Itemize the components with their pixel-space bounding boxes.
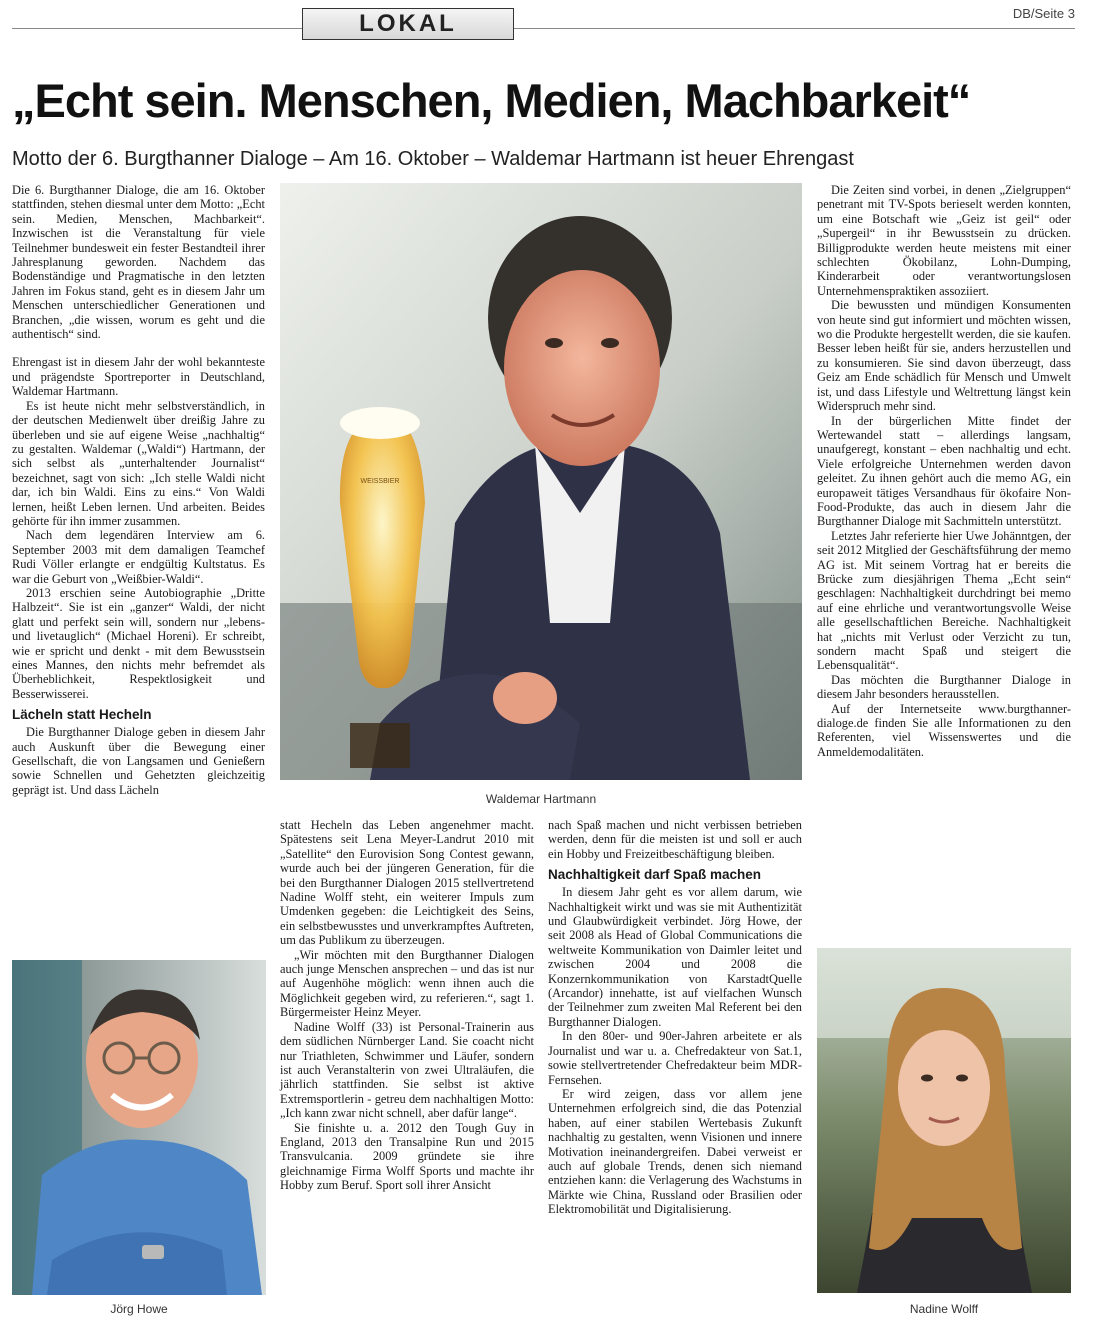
page-number: DB/Seite 3: [1007, 6, 1075, 21]
paragraph: nach Spaß machen und nicht verbissen betrieben werden, denn für die meisten ist und soll er auch ein Hobby und Freizeitbeschäftigung bleiben.: [548, 818, 802, 861]
caption-joerg-howe: Jörg Howe: [110, 1302, 168, 1316]
howe-image: [12, 960, 266, 1295]
paragraph: Nadine Wolff (33) ist Personal-Trainerin aus dem südlichen Nürnberger Land. Sie coacht nicht nur Triathleten, Schwimmer und Läufer, sondern ist auch Veranstalterin von zwei Ultraläufen, die jährlich stattfinden. Sie selbst ist aktive Extremsportlerin - getreu dem nachhaltigen Motto: „Ich kann zwar nicht schnell, aber dafür lange“.: [280, 1019, 534, 1121]
paragraph: Ehrengast ist in diesem Jahr der wohl bekannteste und prägendste Sportreporter in Deutschland, Waldemar Hartmann.: [12, 355, 265, 399]
ressort-label: LOKAL: [302, 8, 514, 40]
paragraph: Es ist heute nicht mehr selbstverständlich, in der deutschen Medienwelt über dreißig Jahre zu überleben und sie auf eigene Weise „nachhaltig“ zu gestalten. Waldemar („Waldi“) Hartmann, der sich selbst als „unterhaltender Journalist“ bezeichnet, sagt von sich: „Ich stelle Waldi nicht dar, ich bin Waldi. Eins zu eins.“ Von Waldi lernen, heißt Leben lernen. Und arbeiten. Beides gehörte für ihn immer zusammen.: [12, 398, 265, 528]
photo-waldemar-hartmann: [280, 183, 802, 780]
subheading: Lächeln statt Hecheln: [12, 707, 152, 723]
paragraph: Sie finishte u. a. 2012 den Tough Guy in England, 2013 den Transalpine Run und 2015 Transvulcania. 2009 gründete sie ihre gleichnamige Firma Wolff Sports und machte ihr Hobby zum Beruf. Sport soll ihrer Ansicht: [280, 1120, 534, 1193]
hartmann-image: [280, 183, 802, 780]
headline: „Echt sein. Menschen, Medien, Machbarkeit“: [12, 74, 971, 127]
article-column-4: [817, 183, 1071, 759]
paragraph: 2013 erschien seine Autobiographie „Dritte Halbzeit“. Sie ist ein „ganzer“ Waldi, der nicht glatt und perfekt sein will, sondern nur „lebens- und livetauglich“ (Michael Horeni). Er schreibt, wie er spricht und denkt - mit dem Bewusstsein eines Mannes, den nichts mehr befremdet als Überheblichkeit, Respektlosigkeit und Besserwisserei.: [12, 585, 265, 701]
paragraph: Die 6. Burgthanner Dialoge, die am 16. Oktober stattfinden, stehen diesmal unter dem Motto: „Echt sein. Medien, Menschen, Machbarkeit“. Inzwischen ist die Veranstaltung für viele Teilnehmer bundesweit ein fester Bestandteil ihrer Jahresplanung geworden. Nachdem das Bodenständige und Pragmatische in den letzten Jahren im Fokus stand, geht es in diesem Jahr um Menschen unterschiedlicher Generationen und Branchen, „die wissen, worum es geht und die authentisch“ sind.: [12, 183, 265, 342]
subheading: Nachhaltigkeit darf Spaß machen: [548, 867, 762, 883]
paragraph: In der bürgerlichen Mitte findet der Wertewandel statt – allerdings langsam, unaufgeregt, konstant – eben nachhaltig und echt. Viele erfolgreiche Unternehmen werden davon geleitet. Zu ihnen gehört auch die memo AG, ein europaweit tätiges Versandhaus für ökofaire Non-Food-Produkte, das auch in diesem Jahr die Burgthanner Dialoge mit Sachmitteln unterstützt.: [817, 413, 1071, 529]
paragraph: In diesem Jahr geht es vor allem darum, wie Nachhaltigkeit wirkt und was sie mit Authentizität und Glaubwürdigkeit verbindet. Jörg Howe, der seit 2008 als Head of Global Communications die weltweite Kommunikation von Daimler leitet und zwischen 2004 und 2008 die Konzernkommunikation von KarstadtQuelle (Arcandor) innehatte, ist auf vielfachen Wunsch der Teilnehmer zum zweiten Mal Referent bei den Burgthanner Dialogen.: [548, 885, 802, 1029]
glass-logo: WEISSBIER: [360, 478, 400, 485]
article-column-1: [12, 183, 265, 797]
caption-nadine-wolff: Nadine Wolff: [909, 1302, 979, 1316]
paragraph: In den 80er- und 90er-Jahren arbeitete er als Journalist und war u. a. Chefredakteur von Sat.1, sowie stellvertretender Chefredakteur beim MDR-Fernsehen.: [548, 1029, 802, 1087]
paragraph: Die bewussten und mündigen Konsumenten von heute sind gut informiert und möchten wissen, wo die Produkte hergestellt werden, die sie kaufen. Besser leben heißt für sie, anders herzustellen und zu konsumieren. Sie sind davon überzeugt, dass Geiz am Ende schädlich für Mensch und Umwelt ist, und dass Lifestyle und Weltrettung längst kein Widerspruch mehr sind.: [817, 298, 1071, 414]
article-column-2: [280, 818, 534, 1193]
paragraph: „Wir möchten mit den Burgthanner Dialogen auch junge Menschen ansprechen – und das ist nur auf Augenhöhe möglich: wenn ihnen auch die Möglichkeit gegeben wird, zu referieren.“, sagt 1. Bürgermeister Heinz Meyer.: [280, 947, 534, 1020]
subheadline: Motto der 6. Burgthanner Dialoge – Am 16. Oktober – Waldemar Hartmann ist heuer Ehrengast: [12, 148, 854, 170]
paragraph: statt Hecheln das Leben angenehmer macht. Spätestens seit Lena Meyer-Landrut 2010 mit „Satellite“ den Eurovision Song Contest gewann, wurde auch bei der jüngeren Generation, für die bei den Burgthanner Dialogen 2015 stellvertretend Nadine Wolff steht, ein weiterer Impuls zum Umdenken gegeben: die Leichtigkeit des Seins, ein selbstbewusstes und unverkrampftes Auftreten, um das Publikum zu überzeugen.: [280, 818, 534, 948]
paragraph: Letztes Jahr referierte hier Uwe Johänntgen, der seit 2012 Mitglied der Geschäftsführung der memo AG ist. Mit seinem Vortrag hat er bereits die Brücke zum diesjährigen Thema „Echt sein“ geschlagen: Nachhaltigkeit durchdringt bei memo auf eine ehrliche und verantwortungsvolle Weise alle gesellschaftlichen Bereiche. Nachhaltigkeit hat „nichts mit Verlust oder Verzicht zu tun, sondern macht Spaß und steigert die Lebensqualität“.: [817, 528, 1071, 673]
paragraph: Nach dem legendären Interview am 6. September 2003 mit dem damaligen Teamchef Rudi Völler erlangte er endgültig Kultstatus. Es war die Geburt von „Weißbier-Waldi“.: [12, 528, 265, 586]
paragraph: Auf der Internetseite www.burgthanner-dialoge.de finden Sie alle Informationen zu den Referenten, viel Wissenswertes und die Anmeldemodalitäten.: [817, 701, 1071, 759]
paragraph: Die Burgthanner Dialoge geben in diesem Jahr auch Auskunft über die Bewegung einer Gesellschaft, die von Langsamen und Genießern sowie Schnellen und Gehetzten gleichzeitig geprägt ist. Und dass Lächeln: [12, 725, 265, 797]
paragraph: Das möchten die Burgthanner Dialoge in diesem Jahr besonders herausstellen.: [817, 672, 1071, 702]
caption-waldemar-hartmann: Waldemar Hartmann: [485, 792, 597, 806]
photo-nadine-wolff: [817, 948, 1071, 1293]
paragraph: Die Zeiten sind vorbei, in denen „Zielgruppen“ penetrant mit TV-Spots berieselt werden konnten, um eine Botschaft wie „Geiz ist geil“ oder „Supergeil“ in ihr Bewusstsein zu drücken. Billigprodukte werden heute meistens mit einer schlechten Ökobilanz, Lohn-Dumping, Kinderarbeit oder verantwortungslosen Unternehmenspraktiken assoziiert.: [817, 183, 1071, 298]
header-rule: [12, 28, 1075, 29]
photo-joerg-howe: [12, 960, 266, 1295]
paragraph: Er wird zeigen, dass vor allem jene Unternehmen erfolgreich sind, die das Potenzial haben, auf einer stabilen Wertebasis Zukunft nachhaltig zu gestalten, wenn Visionen und innere Motivation ineinandergreifen. Dabei verweist er auch auf globale Trends, denen sich niemand entziehen kann: die Verlagerung des Wachstums in Märkte wie China, Russland oder Brasilien oder Elektromobilität und Digitalisierung.: [548, 1086, 802, 1217]
article-column-3: [548, 818, 802, 1217]
wolff-image: [817, 948, 1071, 1293]
